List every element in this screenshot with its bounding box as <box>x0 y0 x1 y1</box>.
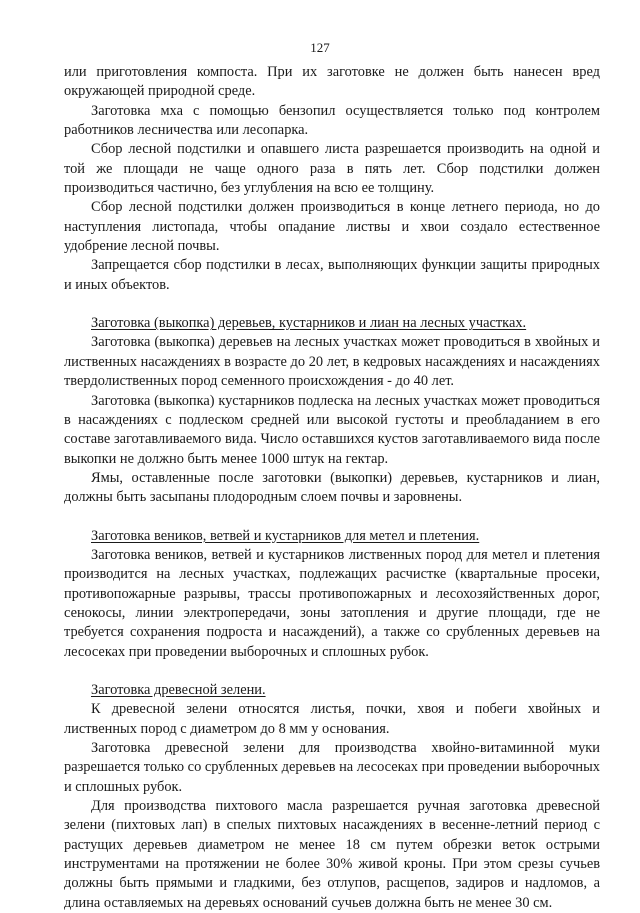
section-tree-greenery <box>64 681 600 913</box>
paragraph: Заготовка веников, ветвей и кустарников лиственных пород для метел и плетения производится на лесных участках, подлежащих расчистке (квартальные просеки, противопожарные разрывы, трассы противопожарных и лесохозяйственных дорог, сенокосы, линии электропередачи, зоны затопления и другие площади, где не требуется сохранения подроста и насаждений), а также со срубленных деревьев на лесосеках при проведении выборочных и сплошных рубок. <box>64 546 600 660</box>
section-heading: Заготовка (выкопка) деревьев, кустарников и лиан на лесных участках. <box>91 315 527 332</box>
section-digging-trees <box>64 314 600 507</box>
paragraph: Заготовка древесной зелени для производства хвойно-витаминной муки разрешается только со срубленных деревьев на лесосеках при проведении выборочных и сплошных рубок. <box>64 740 600 795</box>
section-brooms-branches <box>64 527 600 662</box>
document-body <box>64 63 600 913</box>
paragraph: Для производства пихтового масла разрешается ручная заготовка древесной зелени (пихтовых лап) в спелых пихтовых насаждениях в весенне-летний период с растущих деревьев диаметром не менее 18 см путем обрезки веток острыми инструментами на протяжении не более 30% живой кроны. При этом срезы сучьев должны быть прямыми и гладкими, без отлупов, расщепов, задиров и надломов, а длина оставляемых на деревьях оснований сучьев должна быть не менее 30 см. <box>64 798 600 911</box>
paragraph: Сбор лесной подстилки должен производиться в конце летнего периода, но до наступления листопада, чтобы опадание листвы и хвои создало естественное удобрение лесной почвы. <box>64 199 600 255</box>
paragraph: Ямы, оставленные после заготовки (выкопки) деревьев, кустарников и лиан, должны быть засыпаны плодородным слоем почвы и заровнены. <box>64 469 600 506</box>
paragraph: Заготовка (выкопка) кустарников подлеска на лесных участках может проводиться в насаждениях с подлеском средней или высокой густоты и преобладанием в его составе заготавливаемого вида. Число оставшихся кустов заготавливаемого вида после выкопки не должно быть менее 1000 штук на гектар. <box>64 392 600 467</box>
paragraph: Сбор лесной подстилки и опавшего листа разрешается производить на одной и той же площади не чаще одного раза в пять лет. Сбор подстилки должен производиться частично, без углубления на всю ее толщину. <box>64 141 600 197</box>
paragraph: Заготовка мха с помощью бензопил осуществляется только под контролем работников лесничества или лесопарка. <box>64 102 600 139</box>
section-heading: Заготовка веников, ветвей и кустарников для метел и плетения. <box>91 527 480 544</box>
section-moss-litter <box>64 63 600 295</box>
paragraph: К древесной зелени относятся листья, почки, хвоя и побеги хвойных и лиственных пород с диаметром до 8 мм у основания. <box>64 701 600 737</box>
section-heading: Заготовка древесной зелени. <box>91 681 266 698</box>
paragraph: Заготовка (выкопка) деревьев на лесных участках может проводиться в хвойных и лиственных насаждениях в возрасте до 20 лет, в кедровых насаждениях и насаждениях твердолиственных пород семенного происхождения - до 40 лет. <box>64 334 600 390</box>
paragraph: Запрещается сбор подстилки в лесах, выполняющих функции защиты природных и иных объектов. <box>64 257 600 293</box>
paragraph: или приготовления компоста. При их заготовке не должен быть нанесен вред окружающей природной среде. <box>64 64 600 100</box>
page-number: 127 <box>310 40 330 55</box>
